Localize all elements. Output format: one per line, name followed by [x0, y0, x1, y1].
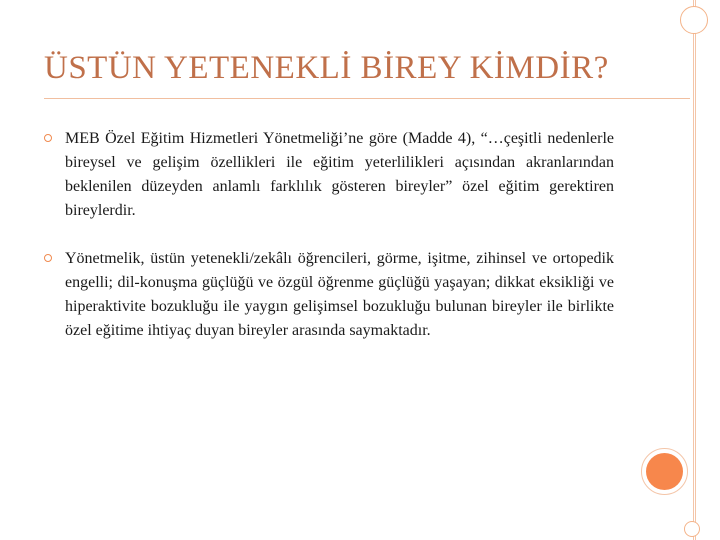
bullet-item: [44, 247, 614, 343]
bullet-circle-icon: [44, 134, 52, 142]
decorative-circle-filled: [646, 453, 683, 490]
decorative-circle-small: [684, 521, 700, 537]
slide-title: ÜSTÜN YETENEKLİ BİREY KİMDİR?: [44, 50, 609, 86]
bullet-item: [44, 127, 614, 223]
title-divider: [44, 98, 690, 99]
bullet-text: Yönetmelik, üstün yetenekli/zekâlı öğrencileri, görme, işitme, zihinsel ve ortopedik engelli; dil-konuşma güçlüğü ve özgül öğrenme güçlüğü yaşayan; dikkat eksikliği ve hiperaktivite bozukluğu ile yaygın gelişimsel bozukluğu bulunan bireyler ile birlikte özel eğitime ihtiyaç duyan bireyler arasında saymaktadır.: [65, 250, 614, 339]
bullet-text: MEB Özel Eğitim Hizmetleri Yönetmeliği’ne göre (Madde 4), “…çeşitli nedenlerle bireysel ve gelişim özellikleri ile eğitim yeterlilikleri açısından akranlarından beklenilen düzeyden anlamlı farklılık gösteren bireyler” özel eğitim gerektiren bireylerdir.: [65, 130, 614, 219]
decorative-circle-top: [680, 6, 708, 34]
bullet-circle-icon: [44, 254, 52, 262]
bullet-list: [44, 127, 614, 367]
decorative-vertical-rule: [693, 0, 696, 540]
